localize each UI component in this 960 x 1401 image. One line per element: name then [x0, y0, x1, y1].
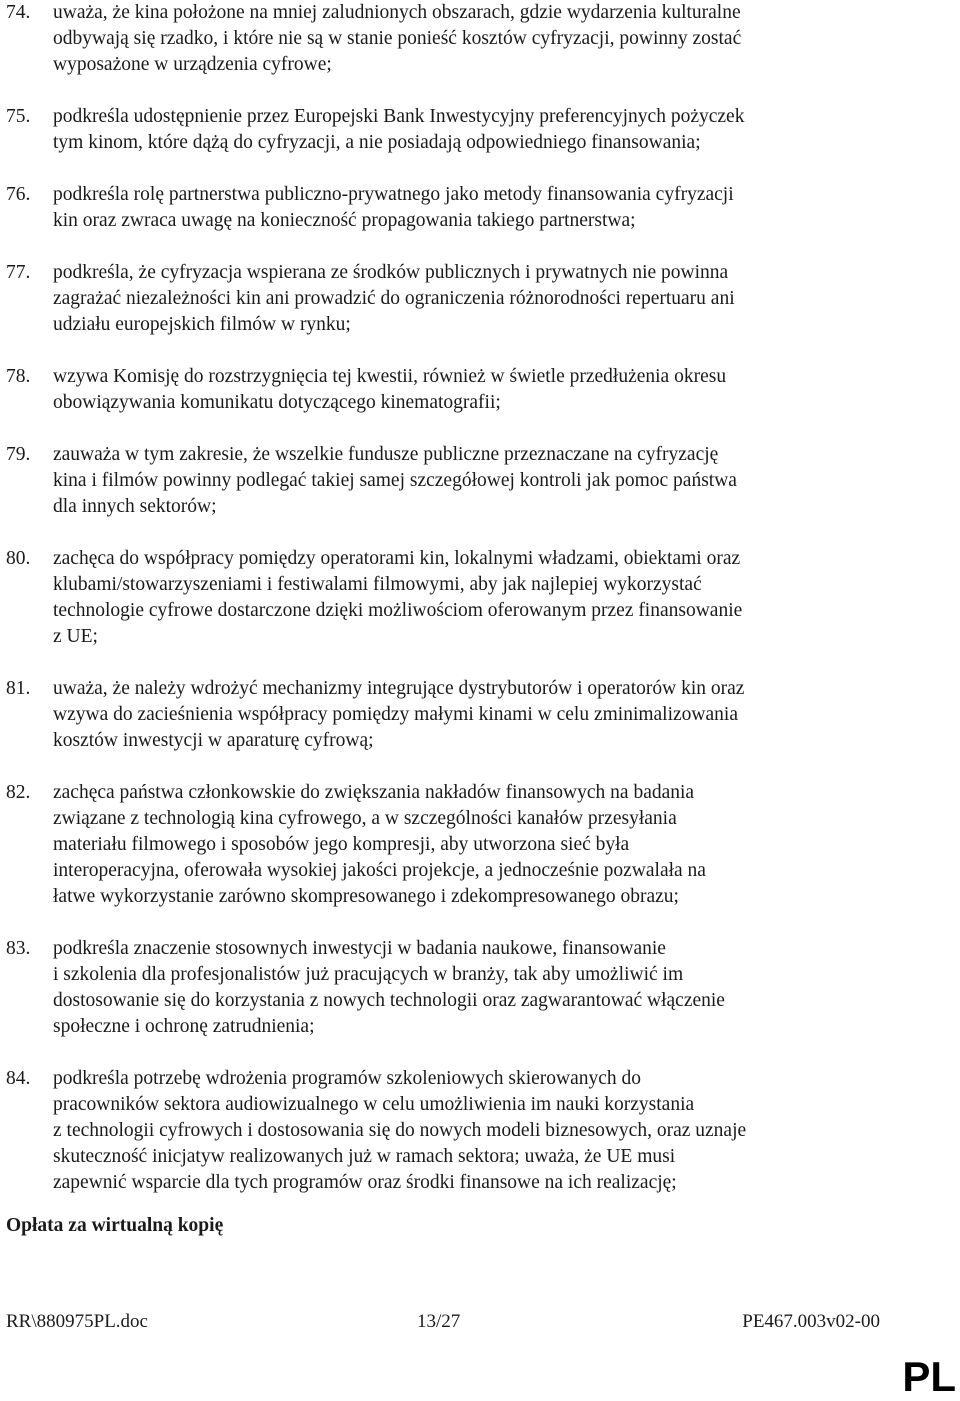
paragraph-text — [53, 364, 946, 416]
paragraph-text — [53, 936, 946, 1040]
footer-pe-reference: PE467.003v02-00 — [742, 1311, 880, 1332]
paragraph-line: z UE; — [53, 626, 98, 647]
paragraph-item — [6, 936, 946, 1040]
paragraph-text — [53, 104, 946, 156]
paragraph-line: kin oraz zwraca uwagę na konieczność propagowania takiego partnerstwa; — [53, 210, 636, 231]
paragraph-text — [53, 0, 946, 78]
paragraph-line: skuteczność inicjatyw realizowanych już w ramach sektora; uważa, że UE musi — [53, 1146, 676, 1167]
paragraph-item — [6, 676, 946, 754]
paragraph-item — [6, 780, 946, 910]
paragraph-number: 78. — [6, 366, 31, 387]
paragraph-line: kosztów inwestycji w aparaturę cyfrową; — [53, 730, 374, 751]
paragraph-item — [6, 546, 946, 650]
paragraph-line: pracowników sektora audiowizualnego w celu umożliwienia im nauki korzystania — [53, 1094, 695, 1115]
paragraph-item — [6, 1066, 946, 1196]
paragraph-item — [6, 104, 946, 156]
paragraph-number: 76. — [6, 184, 31, 205]
paragraph-number: 81. — [6, 678, 31, 699]
paragraph-item — [6, 182, 946, 234]
paragraph-number: 75. — [6, 106, 31, 127]
paragraph-line: zachęca państwa członkowskie do zwiększania nakładów finansowych na badania — [53, 782, 695, 803]
paragraph-line: tym kinom, które dążą do cyfryzacji, a nie posiadają odpowiedniego finansowania; — [53, 132, 701, 153]
paragraph-line: wzywa do zacieśnienia współpracy pomiędzy małymi kinami w celu zminimalizowania — [53, 704, 738, 725]
paragraph-item — [6, 0, 946, 78]
paragraph-text — [53, 1066, 946, 1196]
paragraph-line: interoperacyjna, oferowała wysokiej jakości projekcje, a jednocześnie pozwalała na — [53, 860, 706, 881]
paragraph-line: zagrażać niezależności kin ani prowadzić do ograniczenia różnorodności repertuaru ani — [53, 288, 735, 309]
paragraph-number: 80. — [6, 548, 31, 569]
paragraph-line: społeczne i ochronę zatrudnienia; — [53, 1016, 315, 1037]
paragraph-line: wyposażone w urządzenia cyfrowe; — [53, 54, 332, 75]
footer-page-number: 13/27 — [417, 1311, 461, 1332]
numbered-paragraph-list — [6, 0, 946, 1222]
language-badge: PL — [902, 1353, 956, 1400]
paragraph-number: 83. — [6, 938, 31, 959]
paragraph-item — [6, 442, 946, 520]
paragraph-line: łatwe wykorzystanie zarówno skompresowanego i zdekompresowanego obrazu; — [53, 886, 679, 907]
paragraph-text — [53, 260, 946, 338]
paragraph-number: 74. — [6, 2, 31, 23]
paragraph-line: dostosowanie się do korzystania z nowych technologii oraz zagwarantować włączenie — [53, 990, 725, 1011]
paragraph-text — [53, 182, 946, 234]
paragraph-line: materiału filmowego i sposobów jego kompresji, aby utworzona sieć była — [53, 834, 630, 855]
paragraph-line: związane z technologią kina cyfrowego, a w szczególności kanałów przesyłania — [53, 808, 677, 829]
paragraph-line: zauważa w tym zakresie, że wszelkie fundusze publiczne przeznaczane na cyfryzację — [53, 444, 719, 465]
paragraph-line: zapewnić wsparcie dla tych programów oraz środki finansowe na ich realizację; — [53, 1172, 677, 1193]
paragraph-line: i szkolenia dla profesjonalistów już pracujących w branży, tak aby umożliwić im — [53, 964, 684, 985]
paragraph-line: dla innych sektorów; — [53, 496, 217, 517]
paragraph-line: podkreśla udostępnienie przez Europejski Bank Inwestycyjny preferencyjnych pożyczek — [53, 106, 745, 127]
paragraph-line: udziału europejskich filmów w rynku; — [53, 314, 351, 335]
paragraph-line: zachęca do współpracy pomiędzy operatorami kin, lokalnymi władzami, obiektami oraz — [53, 548, 741, 569]
paragraph-number: 82. — [6, 782, 31, 803]
paragraph-text — [53, 442, 946, 520]
paragraph-line: technologie cyfrowe dostarczone dzięki możliwościom oferowanym przez finansowanie — [53, 600, 743, 621]
paragraph-line: podkreśla potrzebę wdrożenia programów szkoleniowych skierowanych do — [53, 1068, 642, 1089]
paragraph-item — [6, 260, 946, 338]
paragraph-text — [53, 546, 946, 650]
paragraph-number: 79. — [6, 444, 31, 465]
paragraph-line: klubami/stowarzyszeniami i festiwalami filmowymi, aby jak najlepiej wykorzystać — [53, 574, 702, 595]
paragraph-line: wzywa Komisję do rozstrzygnięcia tej kwestii, również w świetle przedłużenia okresu — [53, 366, 727, 387]
paragraph-text — [53, 780, 946, 910]
section-heading: Opłata za wirtualną kopię — [6, 1215, 224, 1236]
paragraph-line: odbywają się rzadko, i które nie są w stanie ponieść kosztów cyfryzacji, powinny zostać — [53, 28, 742, 49]
paragraph-line: podkreśla, że cyfryzacja wspierana ze środków publicznych i prywatnych nie powinna — [53, 262, 729, 283]
paragraph-line: kina i filmów powinny podlegać takiej samej szczegółowej kontroli jak pomoc państwa — [53, 470, 737, 491]
paragraph-item — [6, 364, 946, 416]
paragraph-line: obowiązywania komunikatu dotyczącego kinematografii; — [53, 392, 501, 413]
paragraph-number: 84. — [6, 1068, 31, 1089]
footer-doc-reference: RR\880975PL.doc — [6, 1311, 148, 1332]
paragraph-line: uważa, że należy wdrożyć mechanizmy integrujące dystrybutorów i operatorów kin oraz — [53, 678, 745, 699]
paragraph-text — [53, 676, 946, 754]
paragraph-line: z technologii cyfrowych i dostosowania się do nowych modeli biznesowych, oraz uznaje — [53, 1120, 747, 1141]
paragraph-line: uważa, że kina położone na mniej zaludnionych obszarach, gdzie wydarzenia kulturalne — [53, 2, 741, 23]
paragraph-number: 77. — [6, 262, 31, 283]
paragraph-line: podkreśla znaczenie stosownych inwestycji w badania naukowe, finansowanie — [53, 938, 666, 959]
paragraph-line: podkreśla rolę partnerstwa publiczno-prywatnego jako metody finansowania cyfryzacji — [53, 184, 734, 205]
